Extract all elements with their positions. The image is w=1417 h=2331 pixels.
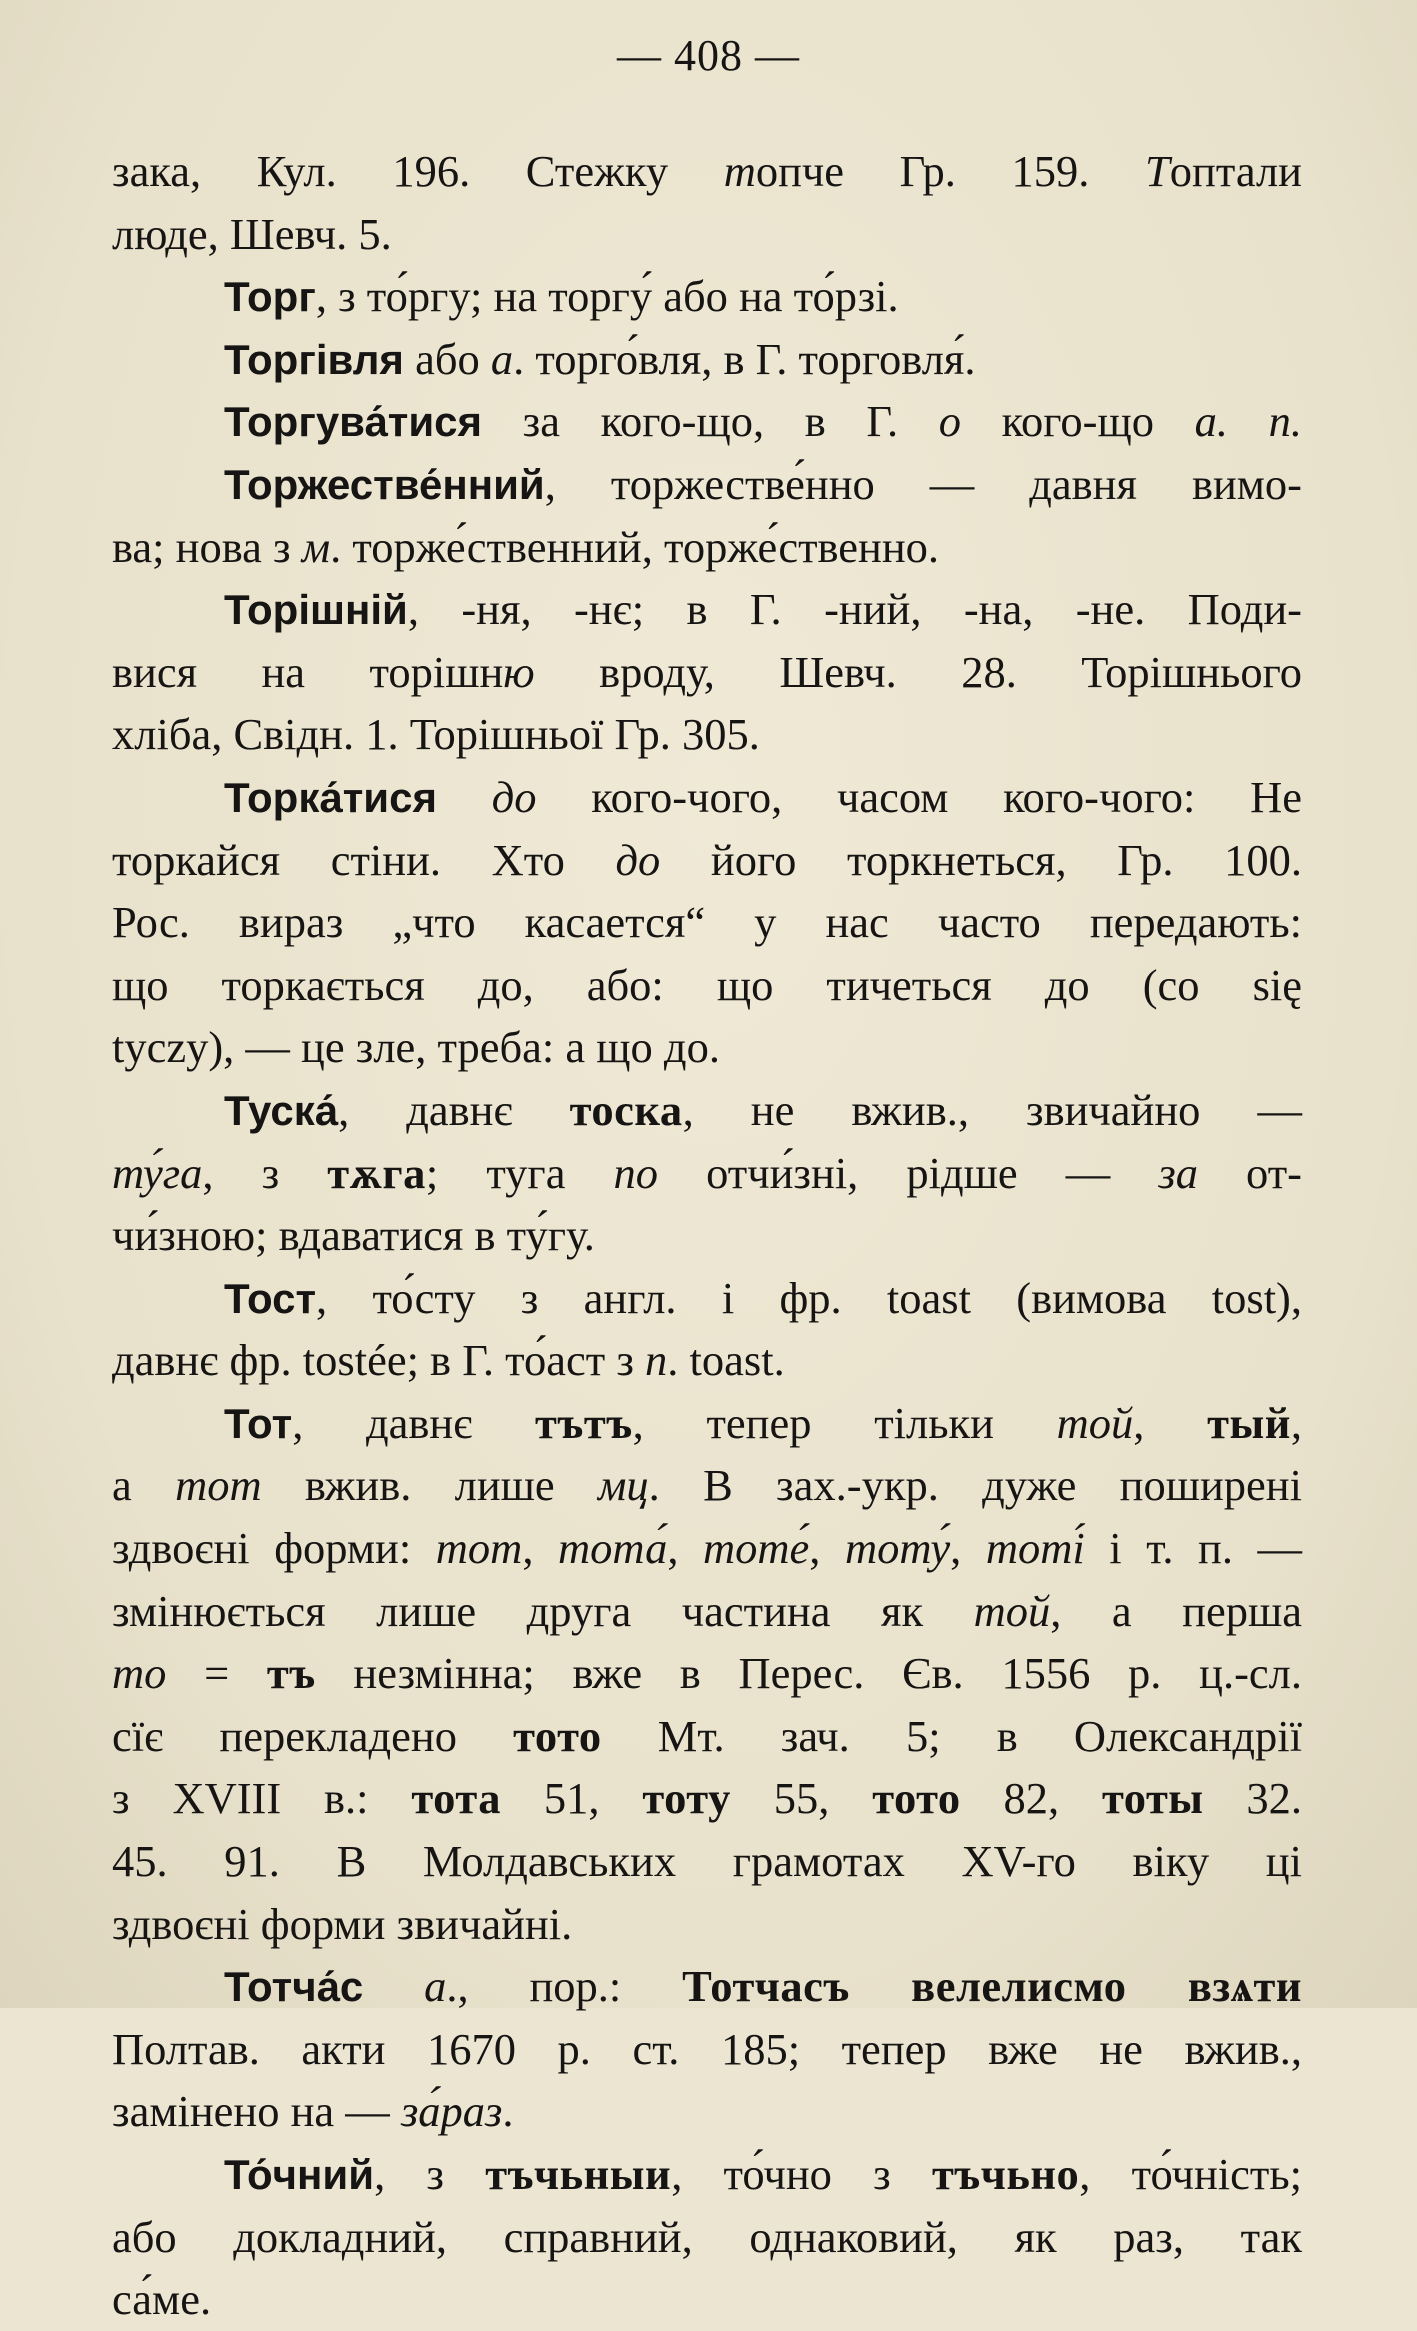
text-segment: або докладний, справний, однаковий, як раз, так [112,2211,1302,2262]
old-church-word: тътъ [535,1397,633,1448]
italic-text: м [301,521,331,572]
text-segment: торкайся стіни. Хто [112,834,616,885]
entry-headword: Торгівля [224,335,404,383]
text-segment: ., пор.: [446,1961,683,2012]
text-segment: , [1133,1397,1208,1448]
italic-text: то [112,1648,167,1699]
text-segment: вжив. лише [261,1460,598,1511]
text-segment: , [1290,1397,1302,1448]
text-line [112,1204,1302,1267]
text-segment: tyczy), — це зле, треба: а що до. [112,1022,720,1073]
text-line [112,2018,1302,2081]
text-line [112,1267,1302,1330]
text-segment: 32. [1203,1773,1303,1824]
text-segment: вроду, Шевч. 28. Торішнього [534,646,1302,697]
entry-headword: Торішній [224,586,408,634]
text-line [112,1642,1302,1705]
text-line [112,203,1302,266]
text-segment: , торжестве́нно — давня вимо- [544,458,1302,509]
text-line [112,891,1302,954]
text-segment: , тепер тільки [632,1397,1057,1448]
text-line [112,1329,1302,1392]
text-segment: , давнє [338,1084,570,1135]
text-line [112,2268,1302,2331]
text-segment: здвоєні форми: [112,1523,436,1574]
text-segment: , то́чно з [671,2149,932,2199]
text-line [112,1016,1302,1079]
text-segment: . В зах.-укр. дуже поширені [648,1460,1302,1511]
entry-headword: Тотча́с [224,1963,364,2011]
italic-text: Т [1145,146,1170,196]
text-segment: от- [1197,1147,1302,1198]
text-segment: . [502,2086,514,2137]
text-segment: са́ме. [112,2274,212,2325]
text-segment: отчи́зні, рідше — [658,1147,1159,1198]
text-segment: кого-що [961,396,1195,447]
old-church-word: тѫга [327,1147,426,1198]
text-line [112,2143,1302,2206]
old-church-word: тото [513,1710,602,1761]
text-segment: незмінна; вже в Перес. Єв. 1556 р. ц.-сл. [315,1648,1302,1699]
italic-text: той [973,1585,1051,1636]
italic-text: тоте́ [703,1523,810,1574]
italic-text: а [424,1961,447,2012]
old-church-word: тоту [642,1773,731,1824]
text-segment: що торкається до, або: що тичеться до (co się [112,959,1302,1010]
text-segment: , давнє [292,1397,536,1448]
text-segment: хліба, Свідн. 1. Торішньої Гр. 305. [112,709,760,760]
text-segment: з XVIII в.: [112,1773,412,1824]
text-line [112,578,1302,641]
text-segment: . торго́вля, в Г. торговля́. [513,333,976,384]
old-church-word: тото [872,1773,961,1824]
text-line [112,1079,1302,1142]
text-segment: ; туга [425,1147,614,1198]
text-segment: . toast. [667,1335,785,1386]
text-line [112,1705,1302,1768]
old-church-word: тый [1207,1397,1291,1448]
old-church-word: тота [411,1773,501,1824]
text-segment: , [522,1523,558,1574]
text-line [112,1955,1302,2018]
text-line [112,766,1302,829]
old-church-word: Тотчасъ велелисмо взѧти [682,1961,1302,2012]
text-line [112,1517,1302,1580]
text-segment: , то́чність; [1079,2149,1302,2199]
text-segment: 82, [960,1773,1103,1824]
italic-text: за́раз [400,2086,503,2137]
text-segment: або [403,333,491,384]
text-line [112,516,1302,579]
text-segment: , [950,1523,986,1574]
italic-text: за [1158,1147,1198,1198]
old-church-word: тоска [569,1084,683,1135]
text-segment: кого-чого, часом кого-чого: Не [536,771,1303,822]
italic-text: ту́га [112,1147,203,1198]
text-line [112,140,1302,203]
text-segment: , -ня, -нє; в Г. -ний, -на, -не. Поди- [407,584,1302,635]
italic-text: а [490,333,514,384]
old-church-word: тоты [1102,1773,1204,1824]
text-segment: його торкнеться, Гр. 100. [660,834,1303,885]
text-segment: , з то́ргу; на торгу́ або на то́рзі. [315,271,899,322]
text-segment: оптали [1169,146,1302,196]
text-segment: . торже́ственний, торже́ственно. [330,521,940,572]
text-line [112,2206,1302,2269]
text-segment: і т. п. — [1084,1523,1303,1574]
page-body-text [112,140,1302,2331]
italic-text: тота́ [558,1523,668,1574]
text-segment: ва; нова з [112,521,302,572]
entry-headword: Торг [224,273,316,321]
entry-headword: Тост [224,1274,317,1322]
text-line [112,954,1302,1017]
page-number: — 408 — [617,31,800,80]
text-segment: , [809,1523,845,1574]
text-line [112,1392,1302,1455]
text-segment: 55, [730,1773,873,1824]
text-segment: сїє перекладено [112,1710,514,1761]
text-segment: давнє фр. tostée; в Г. то́аст з [112,1335,646,1386]
text-segment: , то́сту з англ. і фр. toast (вимова tost), [316,1272,1302,1323]
entry-headword: Туска́ [224,1086,339,1134]
text-line [112,1454,1302,1517]
text-line [112,265,1302,328]
entry-headword: Торгува́тися [224,398,483,446]
italic-text: о [938,396,962,447]
text-segment: , а перша [1050,1585,1302,1636]
text-segment: , з [202,1147,328,1198]
text-segment: за кого-що, в Г. [482,396,939,447]
text-line [112,703,1302,766]
text-segment: 51, [501,1773,643,1824]
italic-text: тоту́ [844,1523,951,1574]
text-line [112,1580,1302,1643]
text-line [112,1830,1302,1893]
text-line [112,328,1302,391]
text-segment: чи́зною; вдаватися в ту́гу. [112,1210,595,1261]
italic-text: тоті́ [985,1523,1085,1574]
entry-headword: Торка́тися [224,773,437,821]
text-segment [437,772,492,822]
old-church-word: тъчьно [931,2149,1080,2199]
text-segment: 45. 91. В Молдавських грамотах XV-го віку ці [112,1836,1302,1887]
text-line [112,1767,1302,1830]
text-segment: вися на торішн [112,646,504,697]
text-segment: опче Гр. 159. [755,146,1146,196]
italic-text: той [1056,1397,1134,1448]
italic-text: по [613,1147,659,1198]
entry-headword: То́чний [224,2151,375,2198]
text-segment: Рос. вираз „что касается“ у нас часто передають: [112,897,1302,948]
text-segment: люде, Шевч. 5. [112,208,392,259]
italic-text: до [491,771,537,822]
text-segment: замінено на — [112,2086,401,2137]
text-line [112,2080,1302,2143]
text-segment: змінюється лише друга частина як [112,1585,974,1636]
old-church-word: тъчьныи [485,2149,672,2199]
text-line [112,641,1302,704]
text-line [112,1142,1302,1205]
entry-headword: Тот [224,1399,293,1447]
text-line [112,1893,1302,1956]
italic-text: мц [597,1460,649,1511]
italic-text: ю [503,646,535,697]
text-line [112,829,1302,892]
text-segment: , [667,1523,704,1574]
italic-text: тот [175,1460,262,1511]
text-segment [363,1961,424,2011]
italic-text: а. п. [1194,396,1302,447]
text-segment: , з [374,2149,486,2199]
text-segment: Мт. зач. 5; в Олександрії [601,1710,1302,1761]
text-segment: = [166,1648,267,1699]
text-segment: здвоєні форми звичайні. [112,1898,573,1949]
text-line [112,390,1302,453]
text-segment: зака, Кул. 196. Стежку [112,146,724,196]
text-line [112,453,1302,516]
italic-text: т [723,146,756,196]
text-segment: , не вжив., звичайно — [682,1084,1302,1135]
italic-text: до [615,834,661,885]
old-church-word: тъ [266,1648,316,1699]
text-segment: Полтав. акти 1670 р. ст. 185; тепер вже не вжив., [112,2023,1302,2074]
italic-text: п [645,1335,668,1386]
italic-text: тот [435,1523,523,1574]
text-segment: а [112,1460,176,1511]
entry-headword: Торжестве́нний [224,460,545,508]
